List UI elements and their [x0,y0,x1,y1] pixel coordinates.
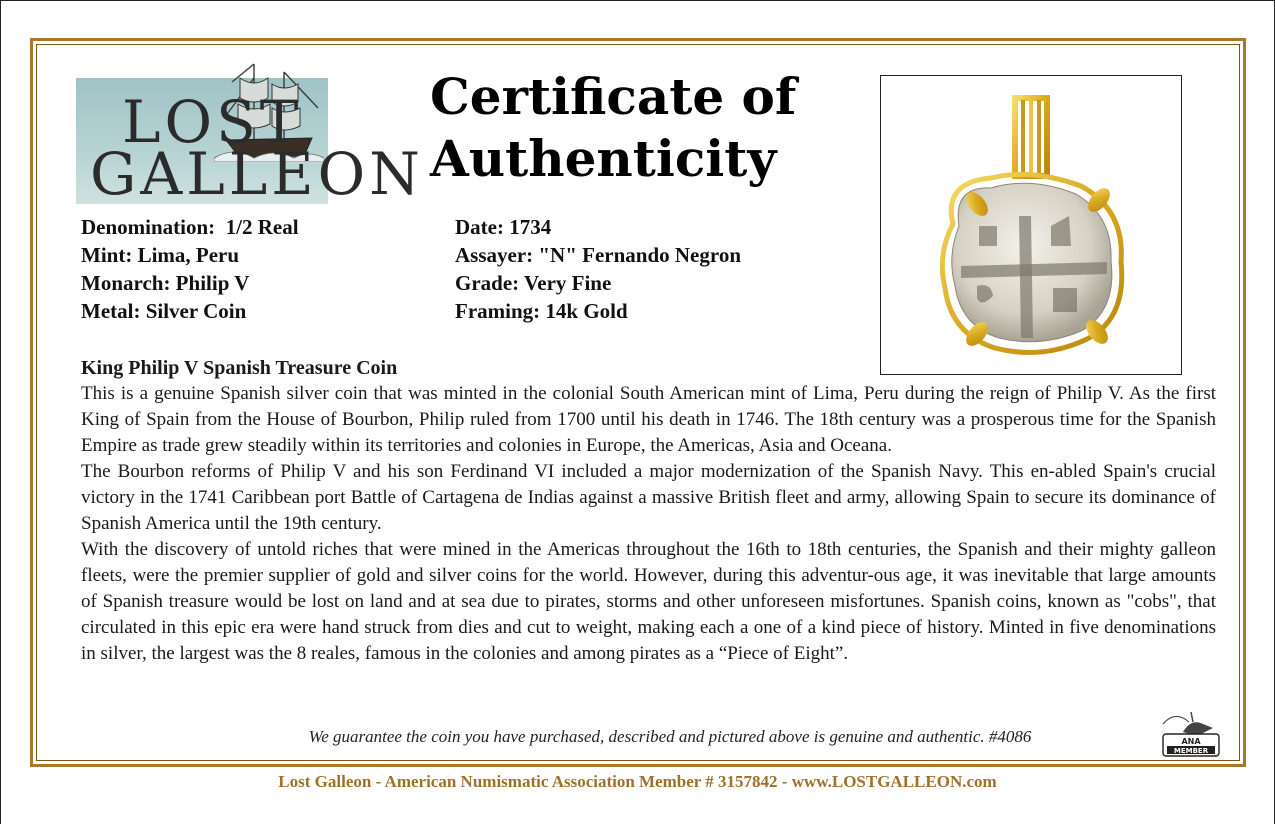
ana-member-badge-icon [1153,706,1223,758]
footer-membership-line: Lost Galleon - American Numismatic Association Member # 3157842 - www.LOSTGALLEON.com [278,772,997,791]
lost-galleon-logo [76,58,424,208]
fact-date: Date: 1734 [455,215,552,239]
fact-grade: Grade: Very Fine [455,271,612,295]
logo-text-line2: GALLEON [90,140,424,208]
fact-framing: Framing: 14k Gold [455,299,628,323]
ana-badge-top-text: ANA [1181,737,1201,746]
description-paragraph: The Bourbon reforms of Philip V and his son Ferdinand VI included a major modernization of the Spanish Navy. This en-abled Spain's crucial victory in the 1741 Caribbean port Battle of Cartagena de Indias against a massive British fleet and army, allowing Spain to secure its dominance of Spanish America until the 19th century. [81,461,1216,534]
fact-metal: Metal: Silver Coin [81,299,247,323]
coin-photo [880,75,1182,375]
fact-denomination: Denomination: 1/2 Real [81,215,299,239]
title-line1: Certificate of [430,67,797,126]
fact-monarch: Monarch: Philip V [81,271,250,295]
coin-description [81,355,1216,667]
coin-facts-left [81,213,441,325]
fact-mint: Mint: Lima, Peru [81,243,240,267]
description-paragraph: With the discovery of untold riches that were mined in the Americas throughout the 16th to 18th centuries, the Spanish and their mighty galleon fleets, were the premier supplier of gold and silver coins for the world. However, during this adventur-ous age, it was inevitable that large amounts of Spanish treasure would be lost on land and at sea due to pirates, storms and other unforeseen misfortunes. Spanish coins, known as "cobs", that circulated in this epic era were hand struck from dies and cut to weight, making each a one of a kind piece of history. Minted in five denominations in silver, the largest was the 8 reales, famous in the colonies and among pirates as a “Piece of Eight”. [81,539,1216,664]
fact-assayer: Assayer: "N" Fernando Negron [455,243,741,267]
coin-pendant-image [881,76,1181,374]
logo-text-line1: LOST [122,88,303,156]
coin-facts-right [455,213,855,325]
guarantee-statement: We guarantee the coin you have purchased, described and pictured above is genuine and authentic. #4086 [308,727,1032,746]
certificate-title [430,66,850,190]
ana-badge-bottom-text: MEMBER [1173,747,1209,755]
description-paragraph: This is a genuine Spanish silver coin that was minted in the colonial South American mint of Lima, Peru during the reign of Philip V. As the first King of Spain from the House of Bourbon, Philip ruled from 1700 until his death in 1746. The 18th century was a prosperous time for the Spanish Empire as trade grew steadily within its territories and colonies in Europe, the Americas, Asia and Oceana. [81,383,1216,456]
title-line2: Authenticity [430,129,777,188]
description-heading: King Philip V Spanish Treasure Coin [81,357,398,379]
